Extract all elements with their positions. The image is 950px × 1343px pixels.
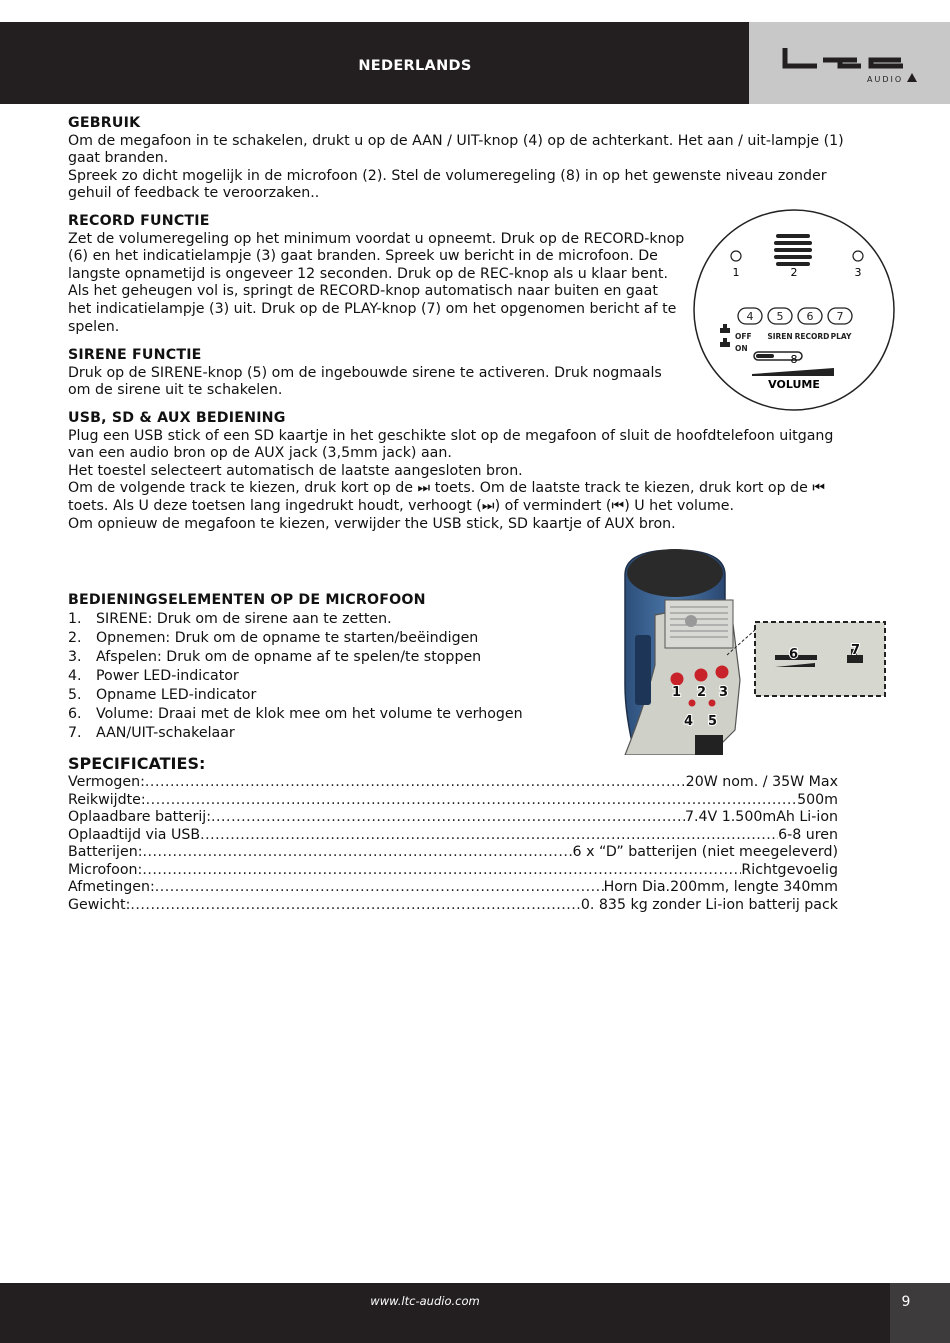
svg-text:5: 5 xyxy=(776,310,784,323)
footer-website-link[interactable]: www.ltc-audio.com xyxy=(370,1294,480,1308)
mic-button-2 xyxy=(695,669,708,682)
ltc-logo-icon xyxy=(779,46,929,86)
specs-heading: SPECIFICATIES: xyxy=(68,754,206,773)
page-language-title: NEDERLANDS xyxy=(358,58,472,74)
paragraph-line: gaat branden. xyxy=(68,150,169,167)
paragraph-line: langste opnametijd is ongeveer 12 seconden. Druk op de REC-knop als u klaar bent. xyxy=(68,265,668,282)
paragraph-line: Plug een USB stick of een SD kaartje in het geschikte slot op de megafoon of sluit de hoofdtelefoon uitgang xyxy=(68,427,834,444)
microphone-illustration xyxy=(615,545,895,755)
paragraph-line: Het toestel selecteert automatisch de laatste aangesloten bron. xyxy=(68,462,523,479)
page-number: 9 xyxy=(901,1294,911,1310)
paragraph-line: Om de megafoon in te schakelen, drukt u op de AAN / UIT-knop (4) op de achterkant. Het aan / uit-lampje (1) xyxy=(68,132,844,149)
paragraph-line: gehuil of feedback te veroorzaken.. xyxy=(68,185,320,202)
svg-text:1: 1 xyxy=(672,685,682,700)
spec-row: Vermogen: ..... 20W nom. / 35W Max xyxy=(68,773,838,791)
spec-row: Oplaadtijd via USB ..... 6-8 uren xyxy=(68,826,838,844)
list-item: 1. SIRENE: Druk om de sirene aan te zetten. xyxy=(68,611,392,627)
paragraph-line: Om de volgende track te kiezen, druk kort op de ⏭ toets. Om de laatste track te kiezen, druk kort op de ⏮ xyxy=(68,480,826,497)
paragraph-line: om de sirene uit te schakelen. xyxy=(68,382,283,399)
paragraph-line: Spreek zo dicht mogelijk in de microfoon (2). Stel de volumeregeling (8) in op het gewenste niveau zonder xyxy=(68,167,827,184)
section-heading: USB, SD & AUX BEDIENING xyxy=(68,410,286,426)
paragraph-line: Zet de volumeregeling op het minimum voordat u opneemt. Druk op de RECORD-knop xyxy=(68,230,685,247)
page-number-box xyxy=(890,1283,950,1343)
label-8: 8 xyxy=(790,353,798,366)
section-heading: BEDIENINGSELEMENTEN OP DE MICROFOON xyxy=(68,592,426,608)
spec-row: Oplaadbare batterij: ..... 7.4V 1.500mAh Li-ion xyxy=(68,808,838,826)
footer-bar xyxy=(0,1283,890,1343)
spec-row: Afmetingen: ..... Horn Dia.200mm, lengte 340mm xyxy=(68,878,838,896)
label-1: 1 xyxy=(732,266,740,279)
paragraph-line: Druk op de SIRENE-knop (5) om de ingebouwde sirene te activeren. Druk nogmaals xyxy=(68,364,662,381)
section-heading: SIRENE FUNCTIE xyxy=(68,347,202,363)
list-item: 2. Opnemen: Druk om de opname te starten/beëindigen xyxy=(68,630,479,646)
svg-text:PLAY: PLAY xyxy=(830,332,852,341)
list-item: 7. AAN/UIT-schakelaar xyxy=(68,725,235,741)
list-item: 3. Afspelen: Druk om de opname af te spelen/te stoppen xyxy=(68,649,482,665)
section-usb xyxy=(68,410,878,533)
volume-label: VOLUME xyxy=(768,378,820,391)
paragraph-line: spelen. xyxy=(68,318,120,335)
paragraph-line: (6) en het indicatielampje (3) gaat branden. Spreek uw bericht in de microfoon. De xyxy=(68,248,658,265)
svg-text:4: 4 xyxy=(684,714,694,729)
section-record xyxy=(68,213,698,336)
list-item: 6. Volume: Draai met de klok mee om het volume te verhogen xyxy=(68,706,523,722)
svg-text:AUDIO: AUDIO xyxy=(867,75,904,84)
svg-text:ON: ON xyxy=(735,344,748,353)
list-item: 5. Opname LED-indicator xyxy=(68,687,257,703)
mic-button-1 xyxy=(671,673,684,686)
ltc-audio-logo xyxy=(749,22,950,104)
svg-text:6: 6 xyxy=(806,310,814,323)
control-panel-diagram xyxy=(690,206,900,416)
svg-text:7: 7 xyxy=(851,643,861,658)
svg-text:OFF: OFF xyxy=(735,332,752,341)
svg-text:5: 5 xyxy=(708,714,718,729)
svg-text:7: 7 xyxy=(836,310,844,323)
label-2: 2 xyxy=(790,266,798,279)
svg-text:SIREN: SIREN xyxy=(767,332,793,341)
section-heading: GEBRUIK xyxy=(68,115,141,131)
svg-text:2: 2 xyxy=(697,685,707,700)
section-heading: RECORD FUNCTIE xyxy=(68,213,210,229)
paragraph-line: Om opnieuw de megafoon te kiezen, verwijder the USB stick, SD kaartje of AUX bron. xyxy=(68,515,676,532)
svg-text:4: 4 xyxy=(746,310,754,323)
spec-row: Gewicht: ..... 0. 835 kg zonder Li-ion batterij pack xyxy=(68,896,838,914)
svg-text:RECORD: RECORD xyxy=(794,332,830,341)
paragraph-line: van een audio bron op de AUX jack (3,5mm jack) aan. xyxy=(68,445,452,462)
spec-row: Reikwijdte: ..... 500m xyxy=(68,791,838,809)
mic-button-3 xyxy=(716,666,729,679)
svg-text:6: 6 xyxy=(789,647,799,662)
svg-text:3: 3 xyxy=(719,685,729,700)
label-3: 3 xyxy=(854,266,862,279)
section-sirene xyxy=(68,347,698,400)
paragraph-line: Als het geheugen vol is, springt de RECORD-knop automatisch naar buiten en gaat xyxy=(68,283,658,300)
paragraph-line: het indicatielampje (3) uit. Druk op de PLAY-knop (7) om het opgenomen bericht af te xyxy=(68,300,677,317)
list-item: 4. Power LED-indicator xyxy=(68,668,239,684)
paragraph-line: toets. Als U deze toetsen lang ingedrukt houdt, verhoogt (⏭) of vermindert (⏮) U het volume. xyxy=(68,497,735,514)
spec-row: Batterijen: ..... 6 x “D” batterijen (niet meegeleverd) xyxy=(68,843,838,861)
section-gebruik xyxy=(68,115,868,203)
spec-row: Microfoon: ..... Richtgevoelig xyxy=(68,861,838,879)
